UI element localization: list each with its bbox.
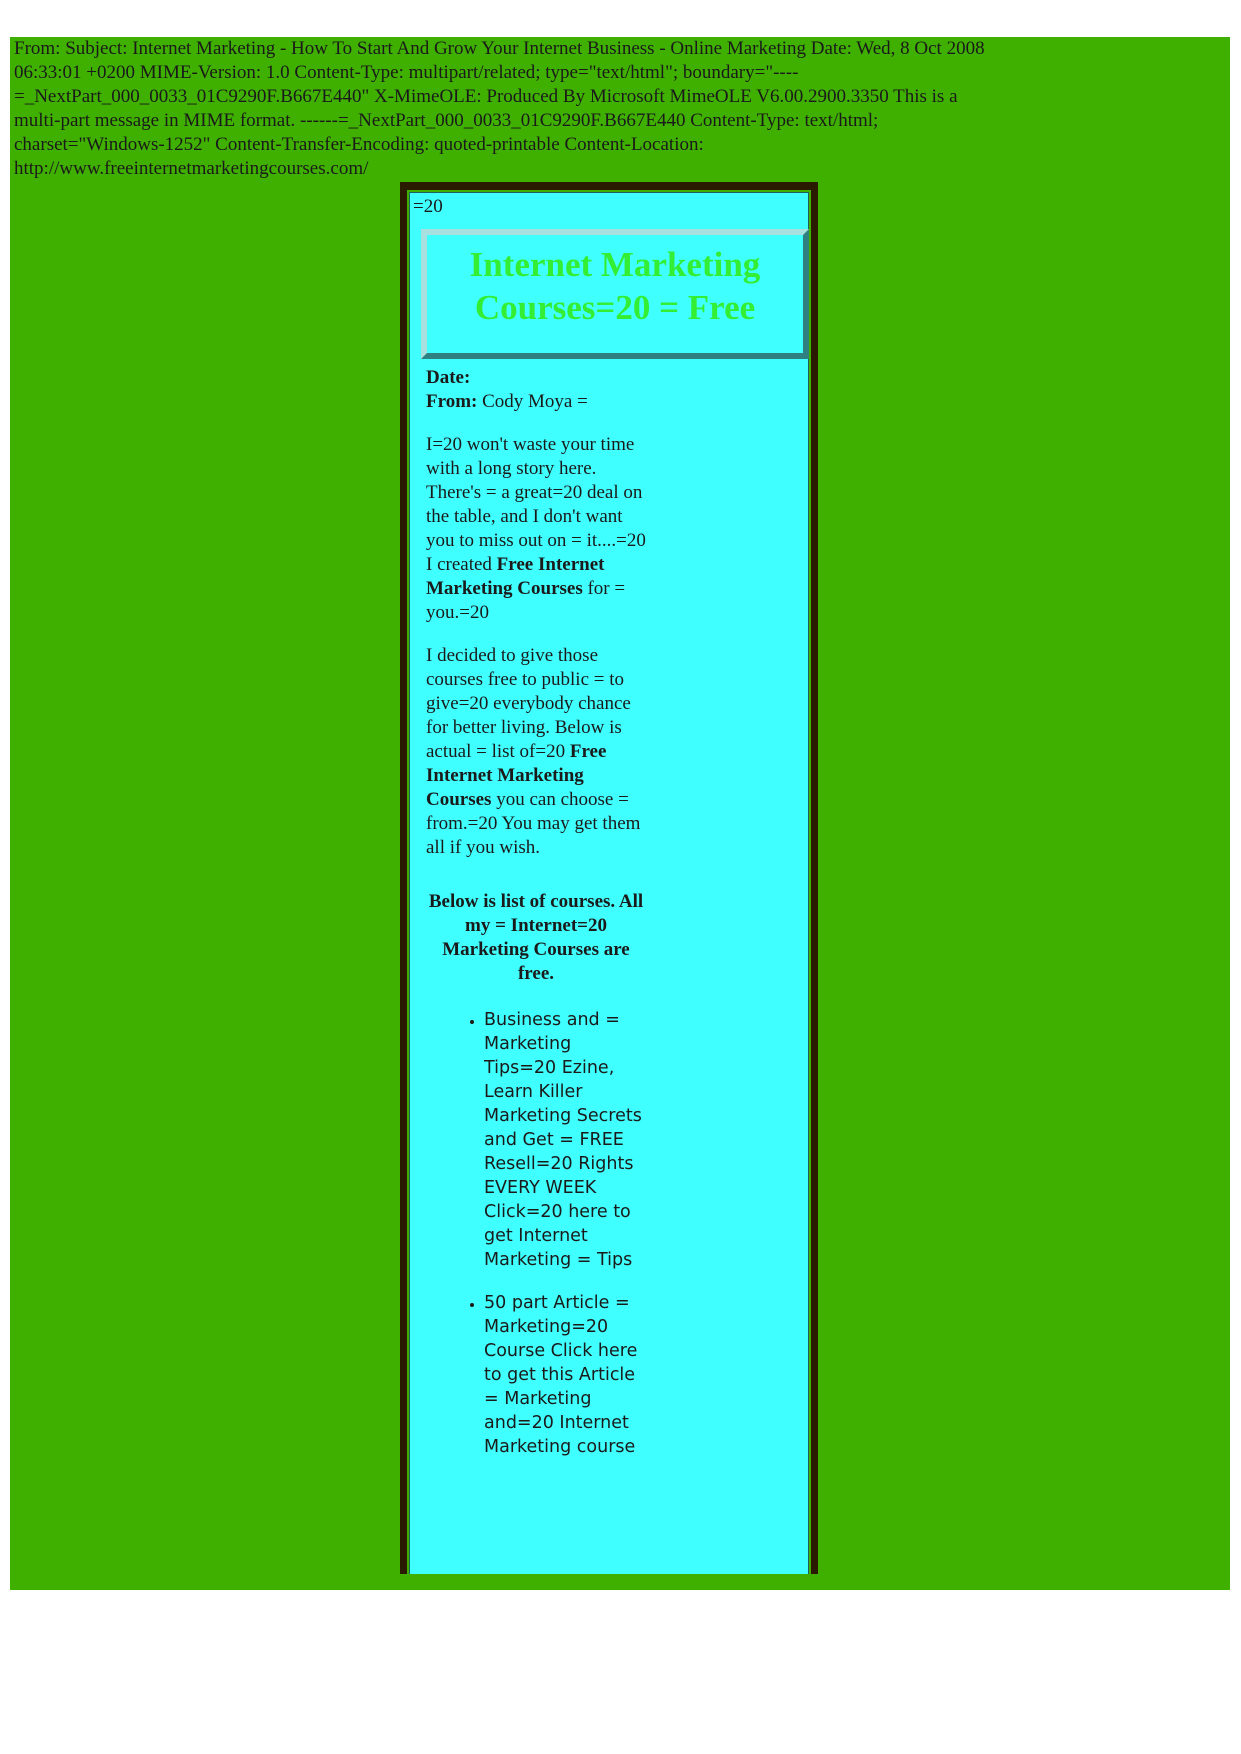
email-page-background	[10, 37, 1230, 1590]
intro-paragraph	[426, 433, 646, 625]
intro-bold-courses: Free Internet Marketing Courses	[426, 554, 605, 599]
offer-bold-courses: Free Internet Marketing Courses	[426, 741, 607, 810]
quoted-printable-artifact: =20	[413, 196, 443, 217]
from-value: Cody Moya =	[477, 391, 588, 412]
intro-text-end: for = you.=20	[426, 578, 626, 623]
date-label: Date:	[426, 367, 471, 388]
course-item-tips-ezine[interactable]: • Business and = Marketing Tips=20 Ezine, Learn Killer Marketing Secrets and Get = FREE Resell=20 Rights EVERY WEEK Click=20 here to get Internet Marketing = Tips	[484, 1008, 646, 1272]
page-title-line1: Internet Marketing	[469, 245, 761, 284]
offer-text-end: you can choose = from.=20 You may get them all if you wish.	[426, 789, 641, 858]
email-raw-headers: From: Subject: Internet Marketing - How To Start And Grow Your Internet Business - Online Marketing Date: Wed, 8 Oct 2008 06:33:01 +0200 MIME-Version: 1.0 Content-Type: multipart/related; type="text/html"; boundary="----=_NextPart_000_0033_01C9290F.B667E440" X-MimeOLE: Produced By Microsoft MimeOLE V6.00.2900.3350 This is a multi-part message in MIME format. ------=_NextPart_000_0033_01C9290F.B667E440 Content-Type: text/html; charset="Windows-1252" Content-Transfer-Encoding: quoted-printable Content-Location: http://www.freeinternetmarketingcourses.com/	[14, 38, 985, 179]
from-label: From:	[426, 391, 478, 412]
offer-text-start: I decided to give those courses free to public = to give=20 everybody chance for better living. Below is actual = list of=20	[426, 645, 631, 762]
page-title	[427, 243, 803, 329]
letter-body	[426, 366, 646, 1478]
courses-heading: Below is list of courses. All my = Internet=20 Marketing Courses are free.	[428, 891, 644, 984]
courses-list	[426, 1008, 646, 1459]
intro-text-start: I=20 won't waste your time with a long story here. There's = a great=20 deal on the table, and I don't want you to miss out on = it....=20 I created	[426, 434, 646, 575]
sender-info	[426, 366, 646, 414]
content-cell	[409, 192, 809, 1574]
content-table-inner-border	[407, 190, 811, 1574]
content-table-frame	[400, 182, 818, 1574]
offer-paragraph	[426, 644, 646, 860]
title-banner	[421, 229, 809, 359]
course-item-article-marketing[interactable]: • 50 part Article = Marketing=20 Course Click here to get this Article = Marketing and=20 Internet Marketing course	[484, 1291, 646, 1459]
page-title-line2: Courses=20 = Free	[474, 288, 756, 327]
